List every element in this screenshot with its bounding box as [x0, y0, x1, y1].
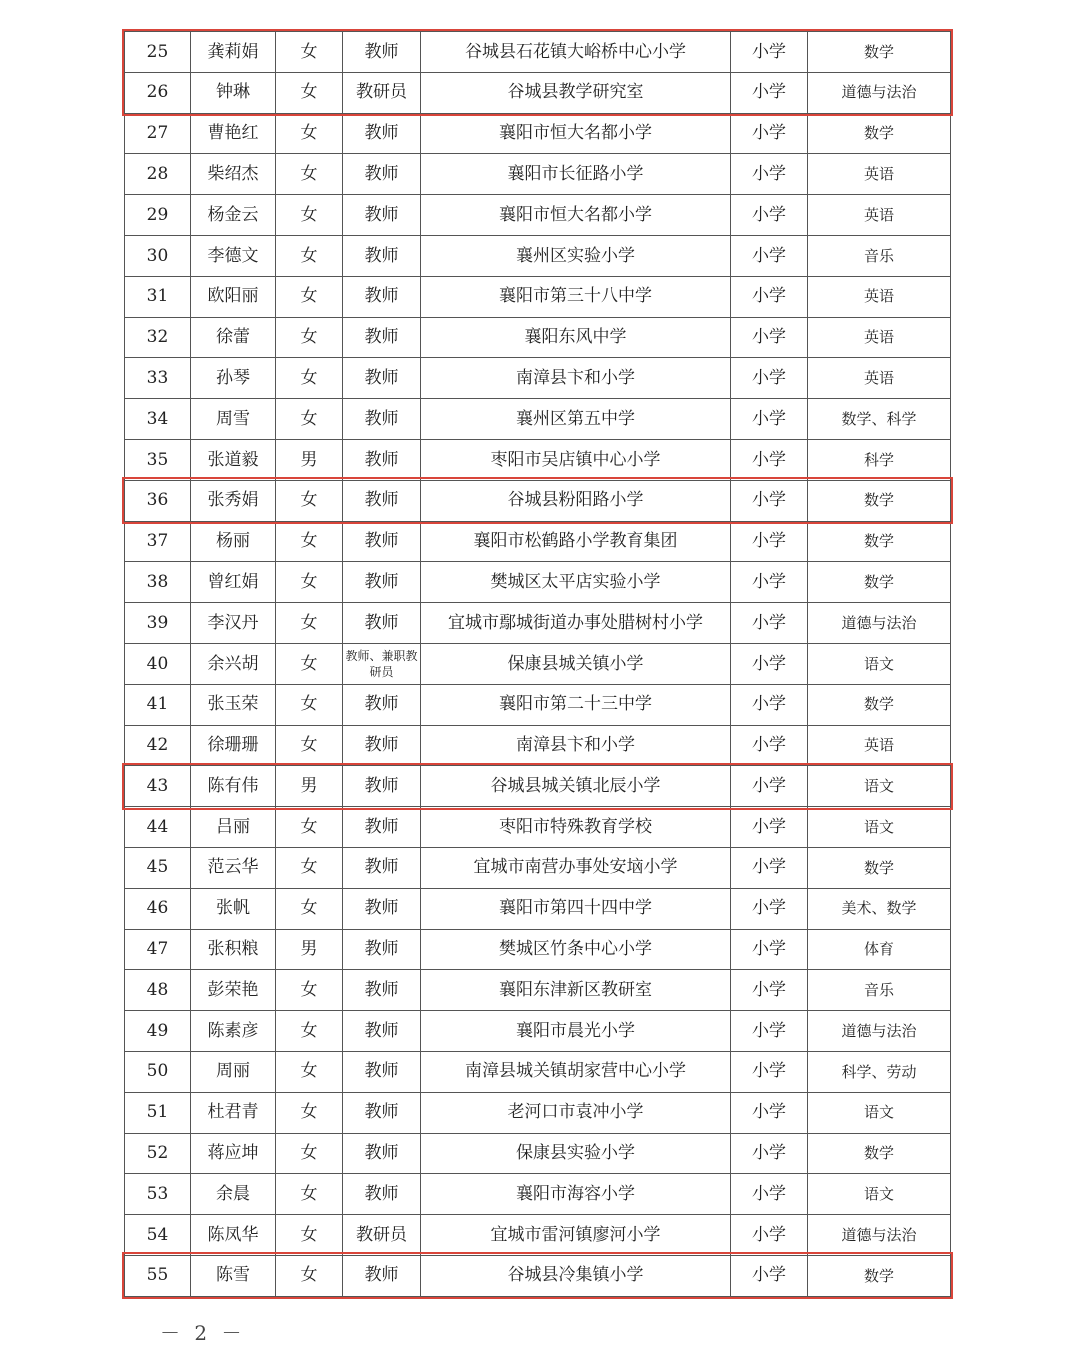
role-cell: 教师 [343, 399, 421, 440]
school-cell: 谷城县城关镇北辰小学 [421, 766, 731, 807]
gender-cell: 女 [276, 32, 343, 73]
subject-cell: 美术、数学 [808, 888, 951, 929]
gender-cell: 女 [276, 480, 343, 521]
gender-cell: 女 [276, 276, 343, 317]
row-number-cell: 38 [125, 562, 191, 603]
level-cell: 小学 [731, 1174, 808, 1215]
subject-cell: 语文 [808, 766, 951, 807]
row-number-cell: 53 [125, 1174, 191, 1215]
table-row [125, 603, 951, 644]
role-cell: 教师 [343, 276, 421, 317]
name-cell: 蒋应坤 [191, 1133, 276, 1174]
table-row [125, 970, 951, 1011]
subject-cell: 音乐 [808, 970, 951, 1011]
table-row [125, 358, 951, 399]
level-cell: 小学 [731, 807, 808, 848]
gender-cell: 女 [276, 1133, 343, 1174]
table-row [125, 521, 951, 562]
role-cell: 教师 [343, 970, 421, 1011]
gender-cell: 男 [276, 929, 343, 970]
school-cell: 宜城市雷河镇廖河小学 [421, 1215, 731, 1256]
subject-cell: 数学 [808, 113, 951, 154]
role-cell: 教师 [343, 317, 421, 358]
gender-cell: 女 [276, 1215, 343, 1256]
level-cell: 小学 [731, 1133, 808, 1174]
school-cell: 襄州区实验小学 [421, 235, 731, 276]
name-cell: 陈素彦 [191, 1011, 276, 1052]
gender-cell: 女 [276, 970, 343, 1011]
gender-cell: 女 [276, 643, 343, 684]
role-cell: 教师 [343, 766, 421, 807]
subject-cell: 数学 [808, 480, 951, 521]
subject-cell: 语文 [808, 1092, 951, 1133]
row-number-cell: 36 [125, 480, 191, 521]
level-cell: 小学 [731, 72, 808, 113]
role-cell: 教师、兼职教研员 [343, 643, 421, 684]
level-cell: 小学 [731, 399, 808, 440]
subject-cell: 体育 [808, 929, 951, 970]
level-cell: 小学 [731, 521, 808, 562]
role-cell: 教研员 [343, 72, 421, 113]
subject-cell: 音乐 [808, 235, 951, 276]
row-number-cell: 25 [125, 32, 191, 73]
school-cell: 南漳县城关镇胡家营中心小学 [421, 1051, 731, 1092]
gender-cell: 男 [276, 766, 343, 807]
level-cell: 小学 [731, 439, 808, 480]
subject-cell: 数学 [808, 1255, 951, 1296]
subject-cell: 数学 [808, 684, 951, 725]
name-cell: 徐蕾 [191, 317, 276, 358]
gender-cell: 女 [276, 72, 343, 113]
subject-cell: 英语 [808, 276, 951, 317]
name-cell: 周丽 [191, 1051, 276, 1092]
subject-cell: 数学、科学 [808, 399, 951, 440]
level-cell: 小学 [731, 32, 808, 73]
name-cell: 李德文 [191, 235, 276, 276]
name-cell: 曾红娟 [191, 562, 276, 603]
role-cell: 教师 [343, 603, 421, 644]
gender-cell: 女 [276, 113, 343, 154]
subject-cell: 道德与法治 [808, 1011, 951, 1052]
subject-cell: 英语 [808, 725, 951, 766]
gender-cell: 女 [276, 562, 343, 603]
level-cell: 小学 [731, 562, 808, 603]
table-row [125, 888, 951, 929]
role-cell: 教师 [343, 32, 421, 73]
row-number-cell: 27 [125, 113, 191, 154]
table-row [125, 480, 951, 521]
level-cell: 小学 [731, 1215, 808, 1256]
name-cell: 张积粮 [191, 929, 276, 970]
table-row [125, 929, 951, 970]
name-cell: 柴绍杰 [191, 154, 276, 195]
row-number-cell: 44 [125, 807, 191, 848]
row-number-cell: 39 [125, 603, 191, 644]
level-cell: 小学 [731, 154, 808, 195]
row-number-cell: 33 [125, 358, 191, 399]
row-number-cell: 30 [125, 235, 191, 276]
table-row [125, 1215, 951, 1256]
role-cell: 教师 [343, 521, 421, 562]
table-row [125, 317, 951, 358]
row-number-cell: 49 [125, 1011, 191, 1052]
table-row [125, 1255, 951, 1296]
school-cell: 襄阳市恒大名都小学 [421, 195, 731, 236]
table-row [125, 1174, 951, 1215]
subject-cell: 语文 [808, 643, 951, 684]
role-cell: 教师 [343, 113, 421, 154]
table-row [125, 154, 951, 195]
row-number-cell: 48 [125, 970, 191, 1011]
row-number-cell: 35 [125, 439, 191, 480]
school-cell: 襄阳市恒大名都小学 [421, 113, 731, 154]
level-cell: 小学 [731, 1092, 808, 1133]
name-cell: 张玉荣 [191, 684, 276, 725]
gender-cell: 男 [276, 439, 343, 480]
role-cell: 教师 [343, 358, 421, 399]
row-number-cell: 32 [125, 317, 191, 358]
name-cell: 张帆 [191, 888, 276, 929]
row-number-cell: 46 [125, 888, 191, 929]
subject-cell: 英语 [808, 154, 951, 195]
table-body [125, 32, 951, 1297]
name-cell: 曹艳红 [191, 113, 276, 154]
table-row [125, 439, 951, 480]
subject-cell: 道德与法治 [808, 1215, 951, 1256]
gender-cell: 女 [276, 1051, 343, 1092]
role-cell: 教师 [343, 195, 421, 236]
school-cell: 襄阳市第二十三中学 [421, 684, 731, 725]
subject-cell: 科学 [808, 439, 951, 480]
school-cell: 谷城县粉阳路小学 [421, 480, 731, 521]
row-number-cell: 45 [125, 847, 191, 888]
name-cell: 张秀娟 [191, 480, 276, 521]
name-cell: 范云华 [191, 847, 276, 888]
row-number-cell: 51 [125, 1092, 191, 1133]
subject-cell: 道德与法治 [808, 72, 951, 113]
name-cell: 孙琴 [191, 358, 276, 399]
name-cell: 李汉丹 [191, 603, 276, 644]
gender-cell: 女 [276, 888, 343, 929]
subject-cell: 数学 [808, 32, 951, 73]
school-cell: 襄阳东津新区教研室 [421, 970, 731, 1011]
level-cell: 小学 [731, 888, 808, 929]
gender-cell: 女 [276, 847, 343, 888]
gender-cell: 女 [276, 521, 343, 562]
school-cell: 樊城区竹条中心小学 [421, 929, 731, 970]
table-row [125, 276, 951, 317]
school-cell: 老河口市袁冲小学 [421, 1092, 731, 1133]
name-cell: 徐珊珊 [191, 725, 276, 766]
gender-cell: 女 [276, 399, 343, 440]
school-cell: 宜城市鄢城街道办事处腊树村小学 [421, 603, 731, 644]
school-cell: 襄阳东风中学 [421, 317, 731, 358]
gender-cell: 女 [276, 1174, 343, 1215]
subject-cell: 数学 [808, 562, 951, 603]
role-cell: 教师 [343, 1133, 421, 1174]
row-number-cell: 54 [125, 1215, 191, 1256]
school-cell: 枣阳市吴店镇中心小学 [421, 439, 731, 480]
school-cell: 樊城区太平店实验小学 [421, 562, 731, 603]
table-row [125, 847, 951, 888]
row-number-cell: 26 [125, 72, 191, 113]
subject-cell: 数学 [808, 521, 951, 562]
table-row [125, 399, 951, 440]
row-number-cell: 29 [125, 195, 191, 236]
row-number-cell: 52 [125, 1133, 191, 1174]
name-cell: 余兴胡 [191, 643, 276, 684]
subject-cell: 英语 [808, 358, 951, 399]
subject-cell: 数学 [808, 1133, 951, 1174]
subject-cell: 道德与法治 [808, 603, 951, 644]
gender-cell: 女 [276, 725, 343, 766]
level-cell: 小学 [731, 766, 808, 807]
school-cell: 襄阳市第四十四中学 [421, 888, 731, 929]
name-cell: 龚莉娟 [191, 32, 276, 73]
role-cell: 教师 [343, 1092, 421, 1133]
gender-cell: 女 [276, 195, 343, 236]
row-number-cell: 55 [125, 1255, 191, 1296]
subject-cell: 科学、劳动 [808, 1051, 951, 1092]
table-row [125, 766, 951, 807]
role-cell: 教师 [343, 847, 421, 888]
school-cell: 襄阳市晨光小学 [421, 1011, 731, 1052]
school-cell: 枣阳市特殊教育学校 [421, 807, 731, 848]
name-cell: 余晨 [191, 1174, 276, 1215]
role-cell: 教师 [343, 235, 421, 276]
role-cell: 教师 [343, 439, 421, 480]
school-cell: 谷城县教学研究室 [421, 72, 731, 113]
name-cell: 杨金云 [191, 195, 276, 236]
level-cell: 小学 [731, 1255, 808, 1296]
name-cell: 周雪 [191, 399, 276, 440]
table-row [125, 725, 951, 766]
table-row [125, 684, 951, 725]
subject-cell: 数学 [808, 847, 951, 888]
table-row [125, 113, 951, 154]
level-cell: 小学 [731, 195, 808, 236]
name-cell: 钟琳 [191, 72, 276, 113]
name-cell: 陈有伟 [191, 766, 276, 807]
name-cell: 陈雪 [191, 1255, 276, 1296]
level-cell: 小学 [731, 1051, 808, 1092]
row-number-cell: 28 [125, 154, 191, 195]
school-cell: 保康县城关镇小学 [421, 643, 731, 684]
role-cell: 教师 [343, 1051, 421, 1092]
role-cell: 教师 [343, 684, 421, 725]
school-cell: 襄阳市第三十八中学 [421, 276, 731, 317]
row-number-cell: 40 [125, 643, 191, 684]
row-number-cell: 42 [125, 725, 191, 766]
table-row [125, 235, 951, 276]
table-row [125, 643, 951, 684]
subject-cell: 英语 [808, 195, 951, 236]
school-cell: 谷城县石花镇大峪桥中心小学 [421, 32, 731, 73]
level-cell: 小学 [731, 1011, 808, 1052]
name-cell: 张道毅 [191, 439, 276, 480]
role-cell: 教师 [343, 807, 421, 848]
role-cell: 教研员 [343, 1215, 421, 1256]
level-cell: 小学 [731, 643, 808, 684]
name-cell: 杨丽 [191, 521, 276, 562]
name-cell: 吕丽 [191, 807, 276, 848]
school-cell: 襄阳市长征路小学 [421, 154, 731, 195]
page-number: － 2 － [160, 1321, 246, 1345]
row-number-cell: 41 [125, 684, 191, 725]
role-cell: 教师 [343, 725, 421, 766]
gender-cell: 女 [276, 684, 343, 725]
table-row [125, 32, 951, 73]
level-cell: 小学 [731, 603, 808, 644]
row-number-cell: 47 [125, 929, 191, 970]
table-row [125, 1011, 951, 1052]
name-cell: 彭荣艳 [191, 970, 276, 1011]
level-cell: 小学 [731, 235, 808, 276]
gender-cell: 女 [276, 358, 343, 399]
school-cell: 襄阳市松鹤路小学教育集团 [421, 521, 731, 562]
gender-cell: 女 [276, 1092, 343, 1133]
gender-cell: 女 [276, 154, 343, 195]
role-cell: 教师 [343, 154, 421, 195]
role-cell: 教师 [343, 1174, 421, 1215]
table-row [125, 1051, 951, 1092]
level-cell: 小学 [731, 317, 808, 358]
gender-cell: 女 [276, 1011, 343, 1052]
subject-cell: 语文 [808, 1174, 951, 1215]
table-row [125, 1133, 951, 1174]
school-cell: 南漳县卞和小学 [421, 725, 731, 766]
role-cell: 教师 [343, 929, 421, 970]
name-cell: 欧阳丽 [191, 276, 276, 317]
row-number-cell: 37 [125, 521, 191, 562]
subject-cell: 英语 [808, 317, 951, 358]
gender-cell: 女 [276, 317, 343, 358]
table-row [125, 195, 951, 236]
name-cell: 杜君青 [191, 1092, 276, 1133]
level-cell: 小学 [731, 725, 808, 766]
table-row [125, 562, 951, 603]
school-cell: 襄阳市海容小学 [421, 1174, 731, 1215]
table-row [125, 1092, 951, 1133]
level-cell: 小学 [731, 358, 808, 399]
roster-table [124, 31, 951, 1297]
gender-cell: 女 [276, 1255, 343, 1296]
table-row [125, 72, 951, 113]
level-cell: 小学 [731, 113, 808, 154]
role-cell: 教师 [343, 1011, 421, 1052]
row-number-cell: 31 [125, 276, 191, 317]
subject-cell: 语文 [808, 807, 951, 848]
school-cell: 谷城县冷集镇小学 [421, 1255, 731, 1296]
gender-cell: 女 [276, 603, 343, 644]
level-cell: 小学 [731, 929, 808, 970]
role-cell: 教师 [343, 562, 421, 603]
row-number-cell: 43 [125, 766, 191, 807]
gender-cell: 女 [276, 235, 343, 276]
row-number-cell: 34 [125, 399, 191, 440]
level-cell: 小学 [731, 684, 808, 725]
row-number-cell: 50 [125, 1051, 191, 1092]
table-row [125, 807, 951, 848]
role-cell: 教师 [343, 480, 421, 521]
school-cell: 宜城市南营办事处安垴小学 [421, 847, 731, 888]
level-cell: 小学 [731, 847, 808, 888]
school-cell: 襄州区第五中学 [421, 399, 731, 440]
level-cell: 小学 [731, 276, 808, 317]
role-cell: 教师 [343, 1255, 421, 1296]
level-cell: 小学 [731, 480, 808, 521]
level-cell: 小学 [731, 970, 808, 1011]
school-cell: 南漳县卞和小学 [421, 358, 731, 399]
role-cell: 教师 [343, 888, 421, 929]
school-cell: 保康县实验小学 [421, 1133, 731, 1174]
gender-cell: 女 [276, 807, 343, 848]
name-cell: 陈凤华 [191, 1215, 276, 1256]
